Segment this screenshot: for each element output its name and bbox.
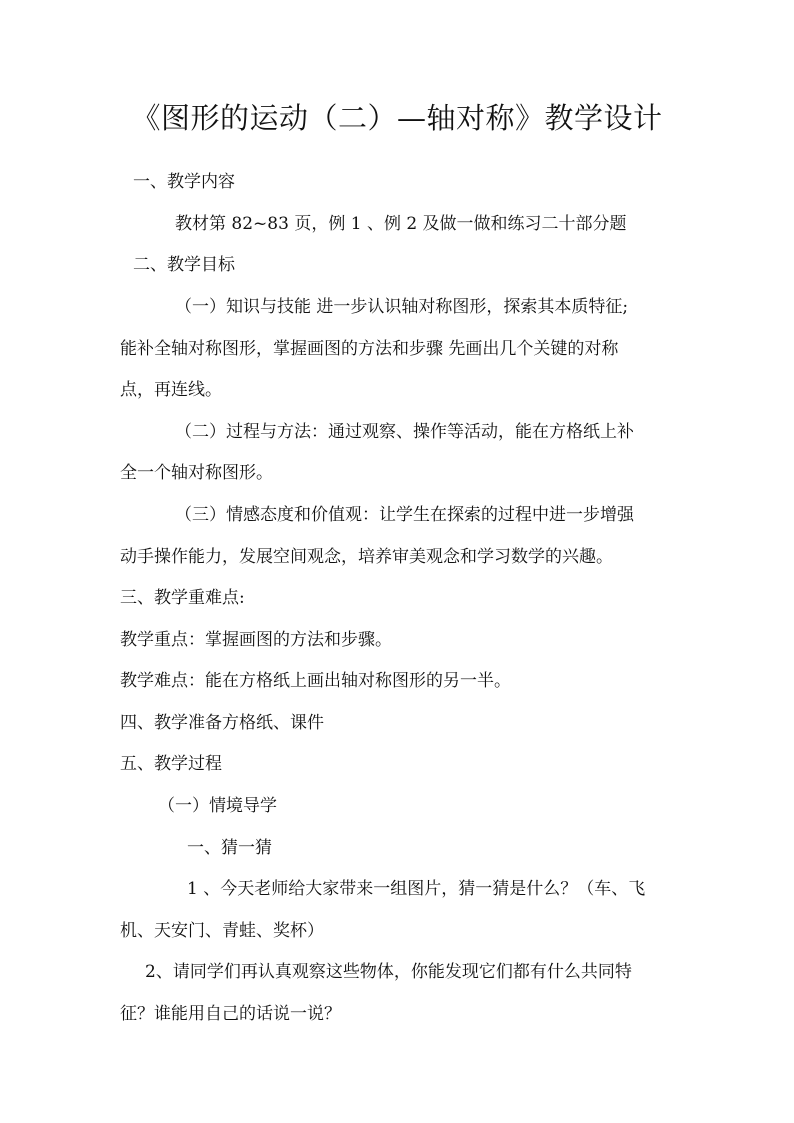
section-heading-preparation: 四、教学准备方格纸、课件: [120, 713, 324, 733]
section-heading-content: 一、教学内容: [133, 172, 235, 192]
paragraph-line: （三）情感态度和价值观：让学生在探索的过程中进一步增强: [175, 505, 634, 525]
paragraph-line: 1 、今天老师给大家带来一组图片，猜一猜是什么？（车、飞: [187, 879, 646, 899]
paragraph-line: 全一个轴对称图形。: [120, 463, 273, 483]
paragraph-line: 教材第 82~83 页，例 1 、例 2 及做一做和练习二十部分题: [175, 214, 627, 234]
paragraph-line: 征？谁能用自己的话说一说？: [120, 1004, 341, 1024]
paragraph-line: 能补全轴对称图形，掌握画图的方法和步骤 先画出几个关键的对称: [120, 339, 619, 359]
paragraph-line: 教学难点：能在方格纸上画出轴对称图形的另一半。: [120, 671, 511, 691]
paragraph-line: （二）过程与方法：通过观察、操作等活动，能在方格纸上补: [175, 422, 634, 442]
paragraph-line: 教学重点：掌握画图的方法和步骤。: [120, 630, 392, 650]
paragraph-line: 点，再连线。: [120, 380, 222, 400]
section-heading-process: 五、教学过程: [120, 754, 222, 774]
subsection-heading: 一、猜一猜: [187, 838, 272, 858]
paragraph-line: （一）知识与技能 进一步认识轴对称图形，探索其本质特征;: [175, 297, 629, 317]
section-heading-objectives: 二、教学目标: [133, 255, 235, 275]
document-title: 《图形的运动（二）—轴对称》教学设计: [131, 101, 663, 135]
paragraph-line: 机、天安门、青蛙、奖杯）: [120, 921, 324, 941]
paragraph-line: 2、请同学们再认真观察这些物体，你能发现它们都有什么共同特: [145, 962, 632, 982]
paragraph-line: 动手操作能力，发展空间观念，培养审美观念和学习数学的兴趣。: [120, 547, 613, 567]
subsection-heading: （一）情境导学: [158, 796, 277, 816]
section-heading-key-points: 三、教学重难点:: [120, 588, 245, 608]
